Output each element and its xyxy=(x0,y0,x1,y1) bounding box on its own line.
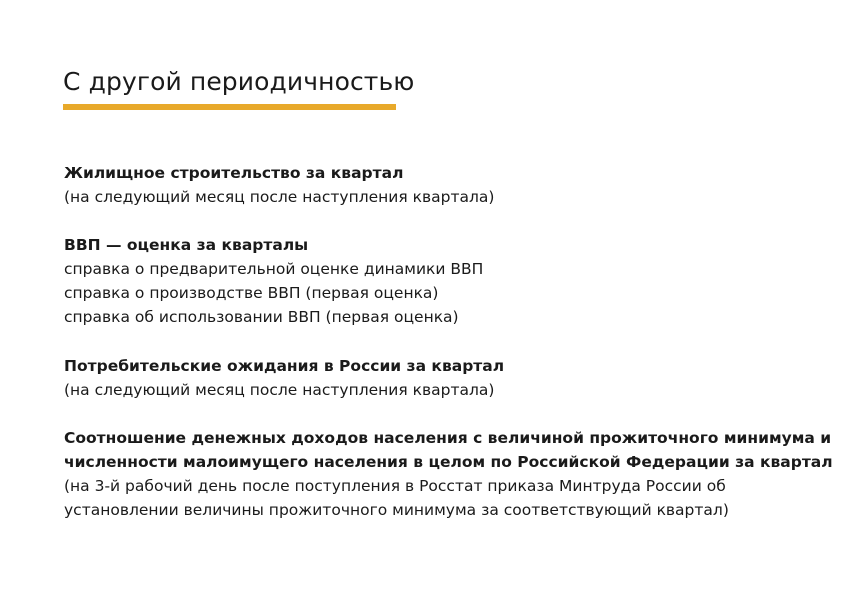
section-heading: численности малоимущего населения в целом по Российской Федерации за квартал xyxy=(64,453,833,471)
section-consumer-expectations xyxy=(64,354,504,402)
section-heading: ВВП — оценка за кварталы xyxy=(64,236,309,254)
section-item: справка о производстве ВВП (первая оценка) xyxy=(64,284,439,302)
page-title: С другой периодичностью xyxy=(63,67,415,96)
section-heading: Жилищное строительство за квартал xyxy=(64,164,404,182)
section-note: (на следующий месяц после наступления квартала) xyxy=(64,381,495,399)
title-underline xyxy=(63,104,396,110)
section-note: установлении величины прожиточного минимума за соответствующий квартал) xyxy=(64,501,729,519)
section-housing-construction xyxy=(64,161,494,209)
section-note: (на 3-й рабочий день после поступления в Росстат приказа Минтруда России об xyxy=(64,477,726,495)
section-item: справка об использовании ВВП (первая оценка) xyxy=(64,308,459,326)
section-heading: Потребительские ожидания в России за квартал xyxy=(64,357,505,375)
section-income-subsistence xyxy=(64,426,833,522)
section-item: справка о предварительной оценке динамики ВВП xyxy=(64,260,484,278)
section-gdp xyxy=(64,233,483,329)
section-heading: Соотношение денежных доходов населения с величиной прожиточного минимума и xyxy=(64,429,832,447)
section-note: (на следующий месяц после наступления квартала) xyxy=(64,188,495,206)
